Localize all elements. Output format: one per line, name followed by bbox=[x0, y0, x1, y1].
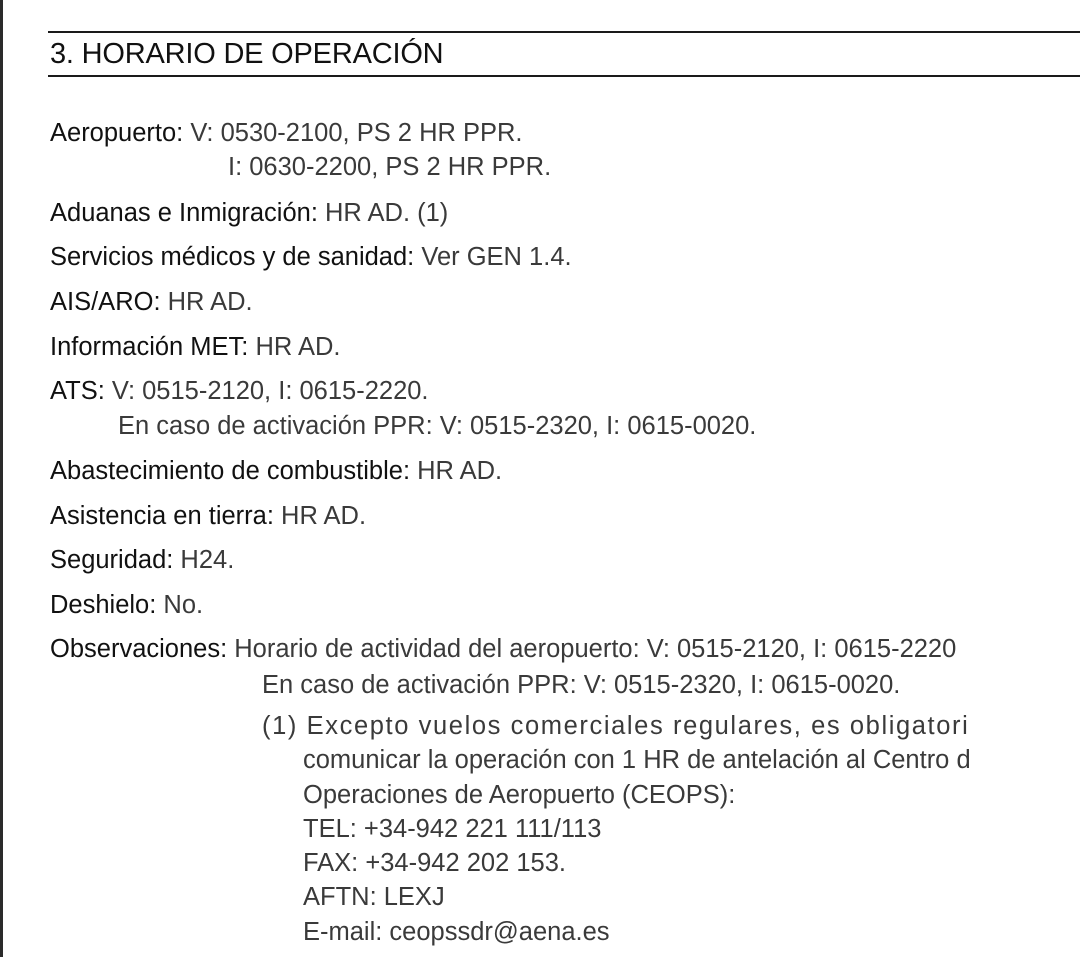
footnote-line-2 bbox=[303, 743, 971, 777]
footnote-email bbox=[303, 915, 610, 949]
row-aeropuerto-cont bbox=[228, 150, 551, 184]
ais-label: AIS/ARO: bbox=[50, 288, 161, 316]
aeropuerto-value: V: 0530-2100, PS 2 HR PPR. bbox=[183, 119, 523, 147]
row-ats-cont bbox=[118, 409, 756, 443]
aduanas-value: HR AD. (1) bbox=[317, 199, 449, 227]
deshielo-value: No. bbox=[156, 591, 204, 619]
aeropuerto-label: Aeropuerto: bbox=[50, 119, 184, 147]
row-met bbox=[50, 330, 341, 364]
row-ats bbox=[50, 374, 429, 408]
medicos-value: Ver GEN 1.4. bbox=[414, 243, 572, 271]
met-label: Información MET: bbox=[50, 333, 249, 361]
aduanas-label: Aduanas e Inmigración: bbox=[50, 199, 318, 227]
row-medicos bbox=[50, 240, 572, 274]
asistencia-label: Asistencia en tierra: bbox=[50, 502, 274, 530]
medicos-label: Servicios médicos y de sanidad: bbox=[50, 243, 415, 271]
deshielo-label: Deshielo: bbox=[50, 591, 157, 619]
footnote-fax bbox=[303, 846, 566, 880]
footnote-marker: (1) bbox=[262, 712, 298, 740]
page-border-left bbox=[0, 0, 3, 957]
footnote-line-3 bbox=[303, 778, 735, 812]
footnote-line-1 bbox=[262, 709, 969, 743]
email-text: E-mail: ceopssdr@aena.es bbox=[303, 918, 610, 946]
footnote-text-3: Operaciones de Aeropuerto (CEOPS): bbox=[303, 781, 736, 809]
asistencia-value: HR AD. bbox=[273, 502, 367, 530]
row-observaciones bbox=[50, 632, 956, 666]
section-rule-bottom bbox=[48, 75, 1080, 77]
row-ais bbox=[50, 285, 253, 319]
section-title: 3. HORARIO DE OPERACIÓN bbox=[50, 38, 444, 70]
row-asistencia bbox=[50, 499, 366, 533]
observaciones-label: Observaciones: bbox=[50, 635, 228, 663]
row-seguridad bbox=[50, 543, 234, 577]
row-combustible bbox=[50, 454, 502, 488]
footnote-text-1: Excepto vuelos comerciales regulares, es obligatori bbox=[297, 712, 970, 740]
row-observaciones-cont bbox=[262, 668, 900, 702]
observaciones-value: Horario de actividad del aeropuerto: V: 0515-2120, I: 0615-2220 bbox=[227, 635, 957, 663]
row-aeropuerto bbox=[50, 116, 523, 150]
ats-label: ATS: bbox=[50, 377, 105, 405]
aftn-text: AFTN: LEXJ bbox=[303, 883, 445, 911]
seguridad-value: H24. bbox=[173, 546, 235, 574]
ats-value: V: 0515-2120, I: 0615-2220. bbox=[104, 377, 429, 405]
footnote-tel bbox=[303, 812, 601, 846]
ats-value-2: En caso de activación PPR: V: 0515-2320, I: 0615-0020. bbox=[118, 412, 757, 440]
tel-text: TEL: +34-942 221 111/113 bbox=[303, 815, 602, 843]
row-deshielo bbox=[50, 588, 203, 622]
row-aduanas bbox=[50, 196, 448, 230]
section-rule-top bbox=[48, 31, 1080, 33]
footnote-text-2: comunicar la operación con 1 HR de antelación al Centro d bbox=[303, 746, 971, 774]
ais-value: HR AD. bbox=[160, 288, 253, 316]
aeropuerto-value-2: I: 0630-2200, PS 2 HR PPR. bbox=[228, 153, 552, 181]
combustible-value: HR AD. bbox=[410, 457, 503, 485]
footnote-aftn bbox=[303, 880, 445, 914]
seguridad-label: Seguridad: bbox=[50, 546, 174, 574]
fax-text: FAX: +34-942 202 153. bbox=[303, 849, 566, 877]
met-value: HR AD. bbox=[248, 333, 341, 361]
observaciones-value-2: En caso de activación PPR: V: 0515-2320, I: 0615-0020. bbox=[262, 671, 901, 699]
combustible-label: Abastecimiento de combustible: bbox=[50, 457, 411, 485]
